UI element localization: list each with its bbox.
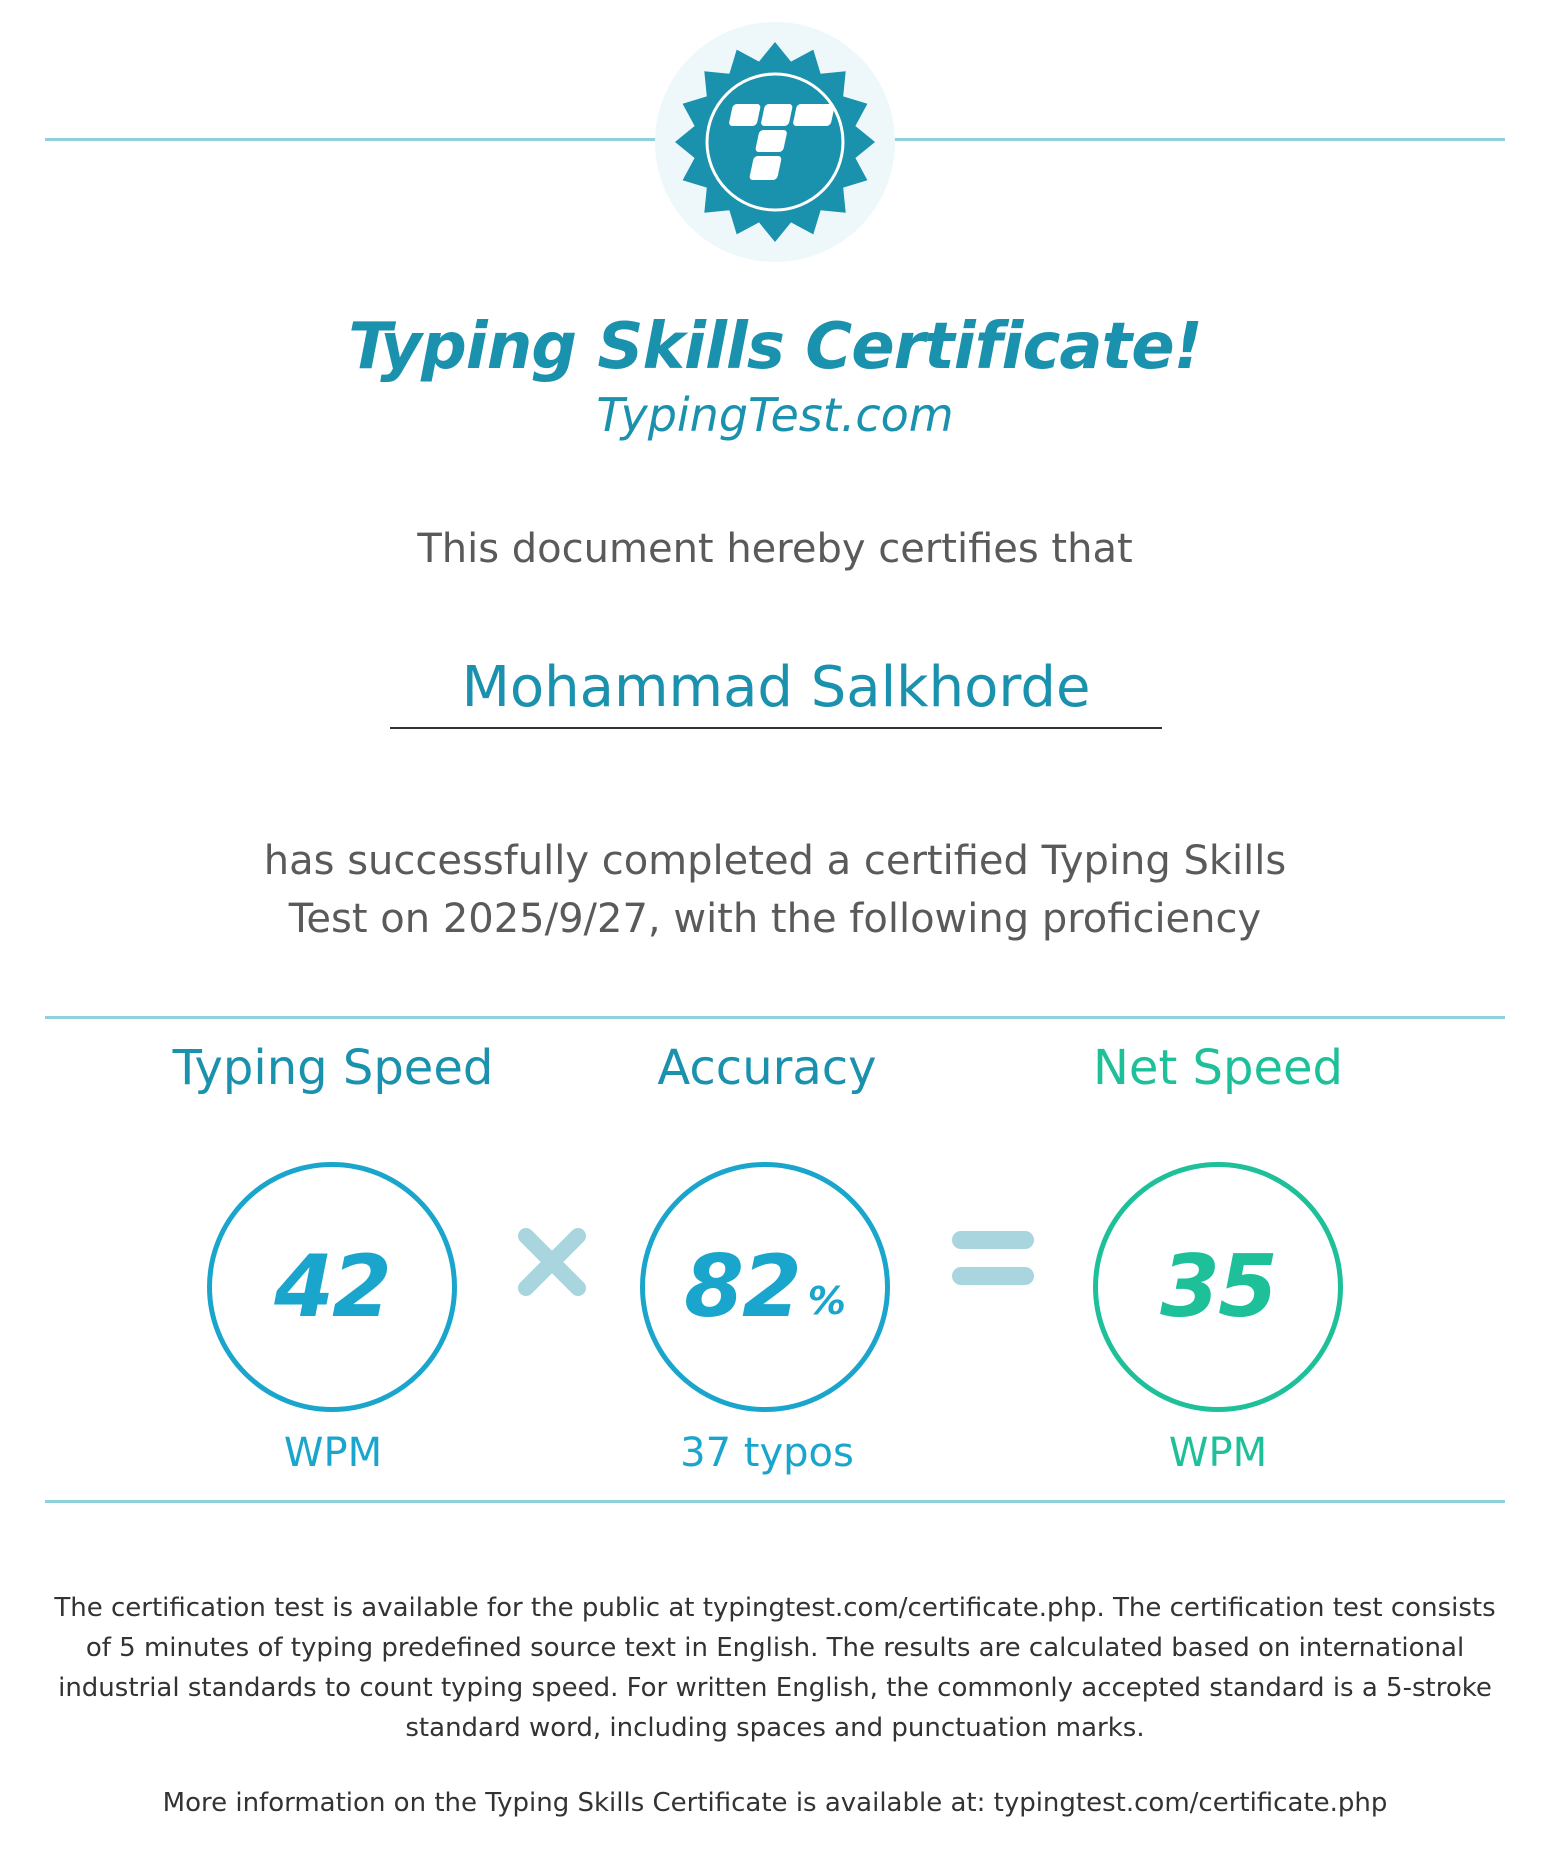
certificate-subtitle: TypingTest.com [596, 388, 954, 442]
recipient-name: Mohammad Salkhorde [390, 653, 1162, 729]
certificate-description: The certification test is available for the public at typingtest.com/certificate.php. The certification test consists of 5 minutes of typing predefined source text in English. The results are calculated based on international industrial standards to count typing speed. For written English, the commonly accepted standard is a 5-stroke standard word, including spaces and punctuation marks. [54, 1593, 1496, 1743]
accuracy-circle [640, 1162, 890, 1412]
equals-icon [950, 1225, 1036, 1295]
typing-speed-unit: WPM [283, 1430, 383, 1476]
net-speed-unit: WPM [1168, 1430, 1268, 1476]
accuracy-label: Accuracy [657, 1040, 877, 1096]
typing-speed-circle [207, 1162, 457, 1412]
typingtest-logo-badge [655, 22, 895, 262]
stats-divider-bottom [45, 1500, 1505, 1503]
completion-line-1: has successfully completed a certified Typing Skills [263, 838, 1287, 884]
top-divider-right [893, 138, 1505, 141]
accuracy-typos: 37 typos [680, 1430, 854, 1476]
top-divider-left [45, 138, 660, 141]
net-speed-label: Net Speed [1093, 1040, 1343, 1096]
completion-statement [0, 832, 1550, 948]
completion-line-2: Test on 2025/9/27, with the following proficiency [288, 896, 1262, 942]
seal-icon [655, 22, 895, 262]
net-speed-circle [1093, 1162, 1343, 1412]
net-speed-value: 35 [1160, 1237, 1276, 1337]
stats-divider-top [45, 1016, 1505, 1019]
certificate-title: Typing Skills Certificate! [348, 310, 1202, 384]
typing-speed-label: Typing Speed [172, 1040, 494, 1096]
percent-sign: % [807, 1279, 846, 1323]
times-icon [512, 1222, 592, 1302]
more-info-text: More information on the Typing Skills Certificate is available at: typingtest.com/certificate.php [162, 1788, 1388, 1818]
certifies-text: This document hereby certifies that [417, 526, 1133, 572]
accuracy-value: 82 [684, 1237, 800, 1337]
typing-speed-value: 42 [274, 1237, 390, 1337]
